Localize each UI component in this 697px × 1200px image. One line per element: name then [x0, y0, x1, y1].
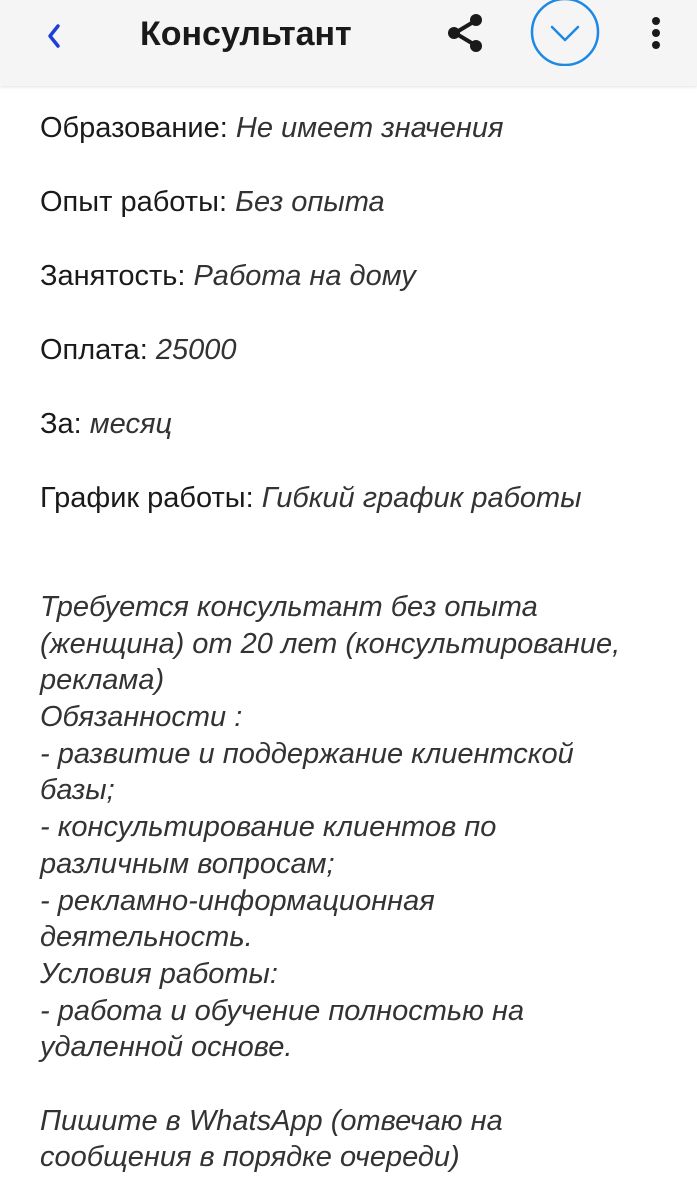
detail-value: месяц [89, 408, 173, 440]
description-line: - развитие и поддержание клиентской [40, 737, 574, 770]
description-line: реклама) [40, 664, 165, 697]
description-line: - консультирование клиентов по [40, 811, 497, 844]
chevron-down-circle-icon [530, 0, 600, 66]
detail-separator: : [177, 260, 186, 292]
detail-value: Работа на дому [193, 260, 416, 292]
detail-experience [40, 178, 670, 252]
detail-separator: : [218, 186, 227, 218]
description-line: (женщина) от 20 лет (консультирование, [40, 627, 621, 660]
description-closing-line: Пишите в WhatsApp (отвечаю на [40, 1104, 503, 1137]
app-bar [0, 0, 697, 86]
detail-separator: : [73, 408, 82, 440]
detail-label: За [40, 408, 74, 440]
detail-label: Образование [40, 112, 220, 144]
detail-separator: : [219, 112, 228, 144]
more-options-button[interactable] [636, 8, 676, 58]
detail-label: Оплата [40, 334, 140, 366]
description-line: удаленной основе. [40, 1031, 293, 1064]
detail-separator: : [139, 334, 148, 366]
share-button[interactable] [440, 8, 490, 58]
detail-label: Занятость [40, 260, 178, 292]
detail-label: Опыт работы [40, 186, 219, 218]
detail-value: Не имеет значения [235, 112, 504, 144]
detail-value: Без опыта [235, 186, 385, 218]
share-icon [443, 11, 487, 55]
detail-value: Гибкий график работы [261, 482, 582, 514]
description-line: - работа и обучение полностью на [40, 994, 525, 1027]
detail-education [40, 104, 670, 178]
collapse-button[interactable] [530, 0, 600, 66]
vacancy-description [40, 589, 680, 1176]
detail-schedule [40, 474, 670, 548]
description-spacer [40, 1066, 680, 1103]
description-line: деятельность. [40, 921, 253, 954]
vacancy-details [40, 104, 670, 548]
chevron-left-icon [44, 21, 64, 51]
more-vertical-icon [650, 15, 662, 51]
description-line: Обязанности : [40, 701, 243, 734]
description-line: - рекламно-информационная [40, 884, 435, 917]
description-line: Условия работы: [40, 957, 278, 990]
detail-employment [40, 252, 670, 326]
description-line: различным вопросам; [40, 847, 335, 880]
detail-separator: : [245, 482, 254, 514]
description-line: базы; [40, 774, 115, 807]
detail-period [40, 400, 670, 474]
back-button[interactable] [30, 12, 78, 60]
description-closing-line: сообщения в порядке очереди) [40, 1141, 460, 1174]
detail-value: 25000 [155, 334, 237, 366]
page-title: Консультант [140, 15, 352, 53]
description-line: Требуется консультант без опыта [40, 591, 538, 623]
detail-salary [40, 326, 670, 400]
detail-label: График работы [40, 482, 246, 514]
